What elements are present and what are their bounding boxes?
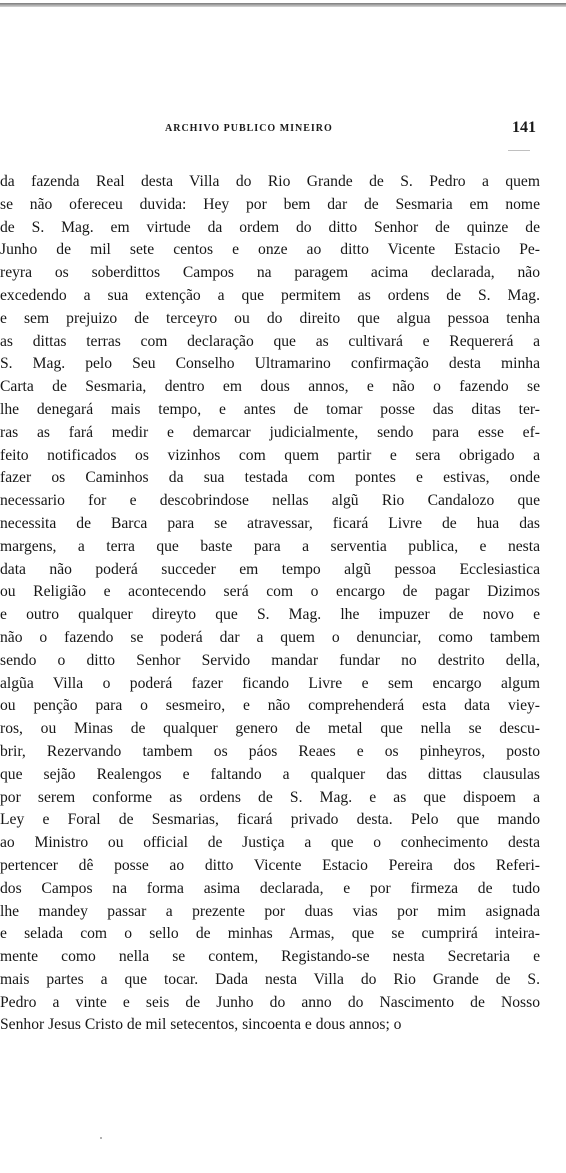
text-line: Senhor Jesus Cristo de mil setecentos, sincoenta e dous annos; o xyxy=(0,1016,402,1034)
body-text xyxy=(0,171,540,1037)
text-line: mente como nella se contem, Registando-se nesta Secretaria e xyxy=(0,948,540,966)
text-line: dos Campos na forma asima declarada, e por firmeza de tudo xyxy=(0,879,540,897)
page-number: 141 xyxy=(512,119,536,136)
text-line: mais partes a que tocar. Dada nesta Villa do Rio Grande de S. xyxy=(0,970,540,988)
text-line: por serem conforme as ordens de S. Mag. e as que dispoem a xyxy=(0,788,540,806)
text-line: ou penção para o sesmeiro, e não comprehenderá esta data viey- xyxy=(0,697,540,715)
text-line: data não poderá succeder em tempo algũ pessoa Ecclesiastica xyxy=(0,560,540,578)
text-line: da fazenda Real desta Villa do Rio Grande de S. Pedro a quem xyxy=(0,173,540,190)
text-line: lhe mandey passar a prezente por duas vias por mim asignada xyxy=(0,902,540,920)
text-line: reyra os soberdittos Campos na paragem acima declarada, não xyxy=(0,264,540,282)
text-line: S. Mag. pelo Seu Conselho Ultramarino confirmação desta minha xyxy=(0,355,540,373)
text-line: pertencer dê posse ao ditto Vicente Estacio Pereira dos Referi- xyxy=(0,856,540,874)
text-line: não o fazendo se poderá dar a quem o denunciar, como tambem xyxy=(0,628,540,646)
text-line: ao Ministro ou official de Justiça a que o conhecimento desta xyxy=(0,834,540,852)
text-line: brir, Rezervando tambem os páos Reaes e os pinheyros, posto xyxy=(0,742,540,760)
page-number-rule xyxy=(508,150,530,151)
text-line: ou Religião e acontecendo será com o encargo de pagar Dizimos xyxy=(0,583,540,601)
text-line: fazer os Caminhos da sua testada com pontes e estivas, onde xyxy=(0,469,540,487)
top-edge-rule xyxy=(0,3,566,7)
text-line: margens, a terra que baste para a serventia publica, e nesta xyxy=(0,537,540,555)
text-line: Junho de mil sete centos e onze ao ditto Vicente Estacio Pe- xyxy=(0,241,540,259)
text-line: que sejão Realengos e faltando a qualquer das dittas clausulas xyxy=(0,765,540,783)
journal-title: ARCHIVO PUBLICO MINEIRO xyxy=(165,123,333,134)
text-line: ras as fará medir e demarcar judicialmente, sendo para esse ef- xyxy=(0,423,540,441)
text-line: Ley e Foral de Sesmarias, ficará privado desta. Pelo que mando xyxy=(0,811,540,829)
text-line: se não ofereceu duvida: Hey por bem dar de Sesmaria em nome xyxy=(0,195,540,213)
text-line: excedendo a sua extenção a que permitem as ordens de S. Mag. xyxy=(0,286,540,304)
text-line: lhe denegará mais tempo, e antes de tomar posse das ditas ter- xyxy=(0,400,540,418)
text-line: Pedro a vinte e seis de Junho do anno do Nascimento de Nosso xyxy=(0,993,540,1011)
text-line: e sem prejuizo de terceyro ou do direito que algua pessoa tenha xyxy=(0,309,540,327)
running-header xyxy=(0,119,566,143)
text-line: as dittas terras com declaração que as cultivará e Requererá a xyxy=(0,332,540,350)
text-line: Carta de Sesmaria, dentro em dous annos, e não o fazendo se xyxy=(0,378,540,396)
page-speck xyxy=(100,1137,102,1139)
text-line: necessita de Barca para se atravessar, ficará Livre de hua das xyxy=(0,514,540,532)
text-line: ros, ou Minas de qualquer genero de metal que nella se descu- xyxy=(0,720,540,738)
text-line: de S. Mag. em virtude da ordem do ditto Senhor de quinze de xyxy=(0,218,540,236)
text-line: algũa Villa o poderá fazer ficando Livre e sem encargo algum xyxy=(0,674,540,692)
text-line: e outro qualquer direyto que S. Mag. lhe impuzer de novo e xyxy=(0,606,540,624)
text-line: e selada com o sello de minhas Armas, que se cumprirá inteira- xyxy=(0,925,540,943)
text-line: necessario for e descobrindose nellas algũ Rio Candalozo que xyxy=(0,492,540,510)
text-line: sendo o ditto Senhor Servido mandar fundar no destrito della, xyxy=(0,651,540,669)
text-line: feito notificados os vizinhos com quem partir e sera obrigado a xyxy=(0,446,540,464)
